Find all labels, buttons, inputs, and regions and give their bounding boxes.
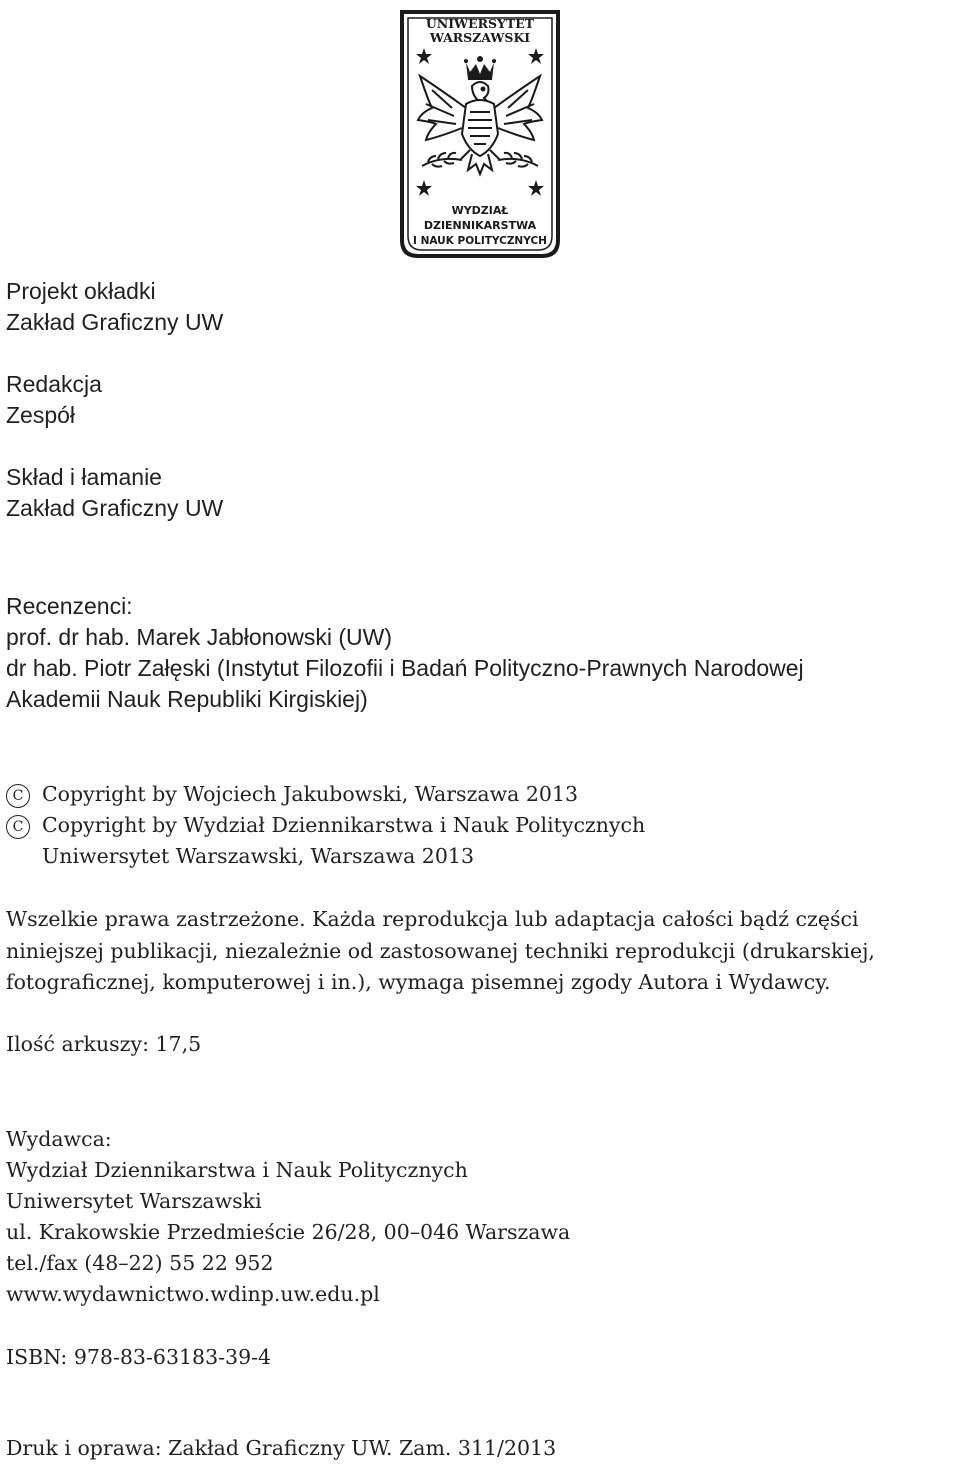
- editing-label: Redakcja: [6, 371, 102, 397]
- logo-top-line-2: WARSZAWSKI: [429, 30, 531, 45]
- copyright-line-1: [6, 779, 578, 810]
- reviewer-line: dr hab. Piotr Załęski (Instytut Filozofii i Badań Polityczno-Prawnych Narodowej: [6, 655, 804, 681]
- cover-design-value: Zakład Graficzny UW: [6, 309, 224, 335]
- print-info: Druk i oprawa: Zakład Graficzny UW. Zam. 311/2013: [6, 1436, 557, 1460]
- publisher-address: ul. Krakowskie Przedmieście 26/28, 00–046 Warszawa: [6, 1220, 571, 1244]
- reviewer-line: prof. dr hab. Marek Jabłonowski (UW): [6, 624, 393, 650]
- typesetting-label: Skład i łamanie: [6, 464, 162, 490]
- copyright-icon: C: [6, 815, 30, 839]
- rights-line: fotograficznej, komputerowej i in.), wymaga pisemnej zgody Autora i Wydawcy.: [6, 970, 831, 994]
- sheets-count: Ilość arkuszy: 17,5: [6, 1032, 202, 1056]
- copyright-line-2: [6, 810, 645, 841]
- publisher-label: Wydawca:: [6, 1127, 112, 1151]
- logo-top-line-1: UNIWERSYTET: [425, 16, 535, 31]
- publisher-phone: tel./fax (48–22) 55 22 952: [6, 1251, 274, 1275]
- reviewers-label: Recenzenci:: [6, 593, 133, 619]
- publisher-name: Wydział Dziennikarstwa i Nauk Politycznych: [6, 1158, 468, 1182]
- reviewer-line: Akademii Nauk Republiki Kirgiskiej): [6, 686, 368, 712]
- publisher-university: Uniwersytet Warszawski: [6, 1189, 262, 1213]
- editing-value: Zespół: [6, 402, 76, 428]
- eagle-emblem-icon: [392, 4, 568, 262]
- isbn: ISBN: 978-83-63183-39-4: [6, 1345, 272, 1369]
- typesetting-value: Zakład Graficzny UW: [6, 495, 224, 521]
- publisher-website[interactable]: www.wydawnictwo.wdinp.uw.edu.pl: [6, 1282, 380, 1306]
- rights-line: niniejszej publikacji, niezależnie od zastosowanej techniki reprodukcji (drukarskiej,: [6, 939, 875, 963]
- cover-design-label: Projekt okładki: [6, 278, 156, 304]
- copyright-line-3: Uniwersytet Warszawski, Warszawa 2013: [42, 844, 474, 868]
- logo-bottom-line-1: WYDZIAŁ: [451, 204, 509, 217]
- logo-bottom-line-2: DZIENNIKARSTWA: [423, 219, 537, 232]
- logo-bottom-line-3: I NAUK POLITYCZNYCH: [413, 235, 547, 247]
- copyright-icon: C: [6, 784, 30, 808]
- university-logo: [392, 4, 568, 262]
- rights-line: Wszelkie prawa zastrzeżone. Każda reprodukcja lub adaptacja całości bądź części: [6, 907, 859, 931]
- copyright-text: Copyright by Wydział Dziennikarstwa i Nauk Politycznych: [42, 813, 646, 837]
- copyright-text: Copyright by Wojciech Jakubowski, Warszawa 2013: [42, 782, 579, 806]
